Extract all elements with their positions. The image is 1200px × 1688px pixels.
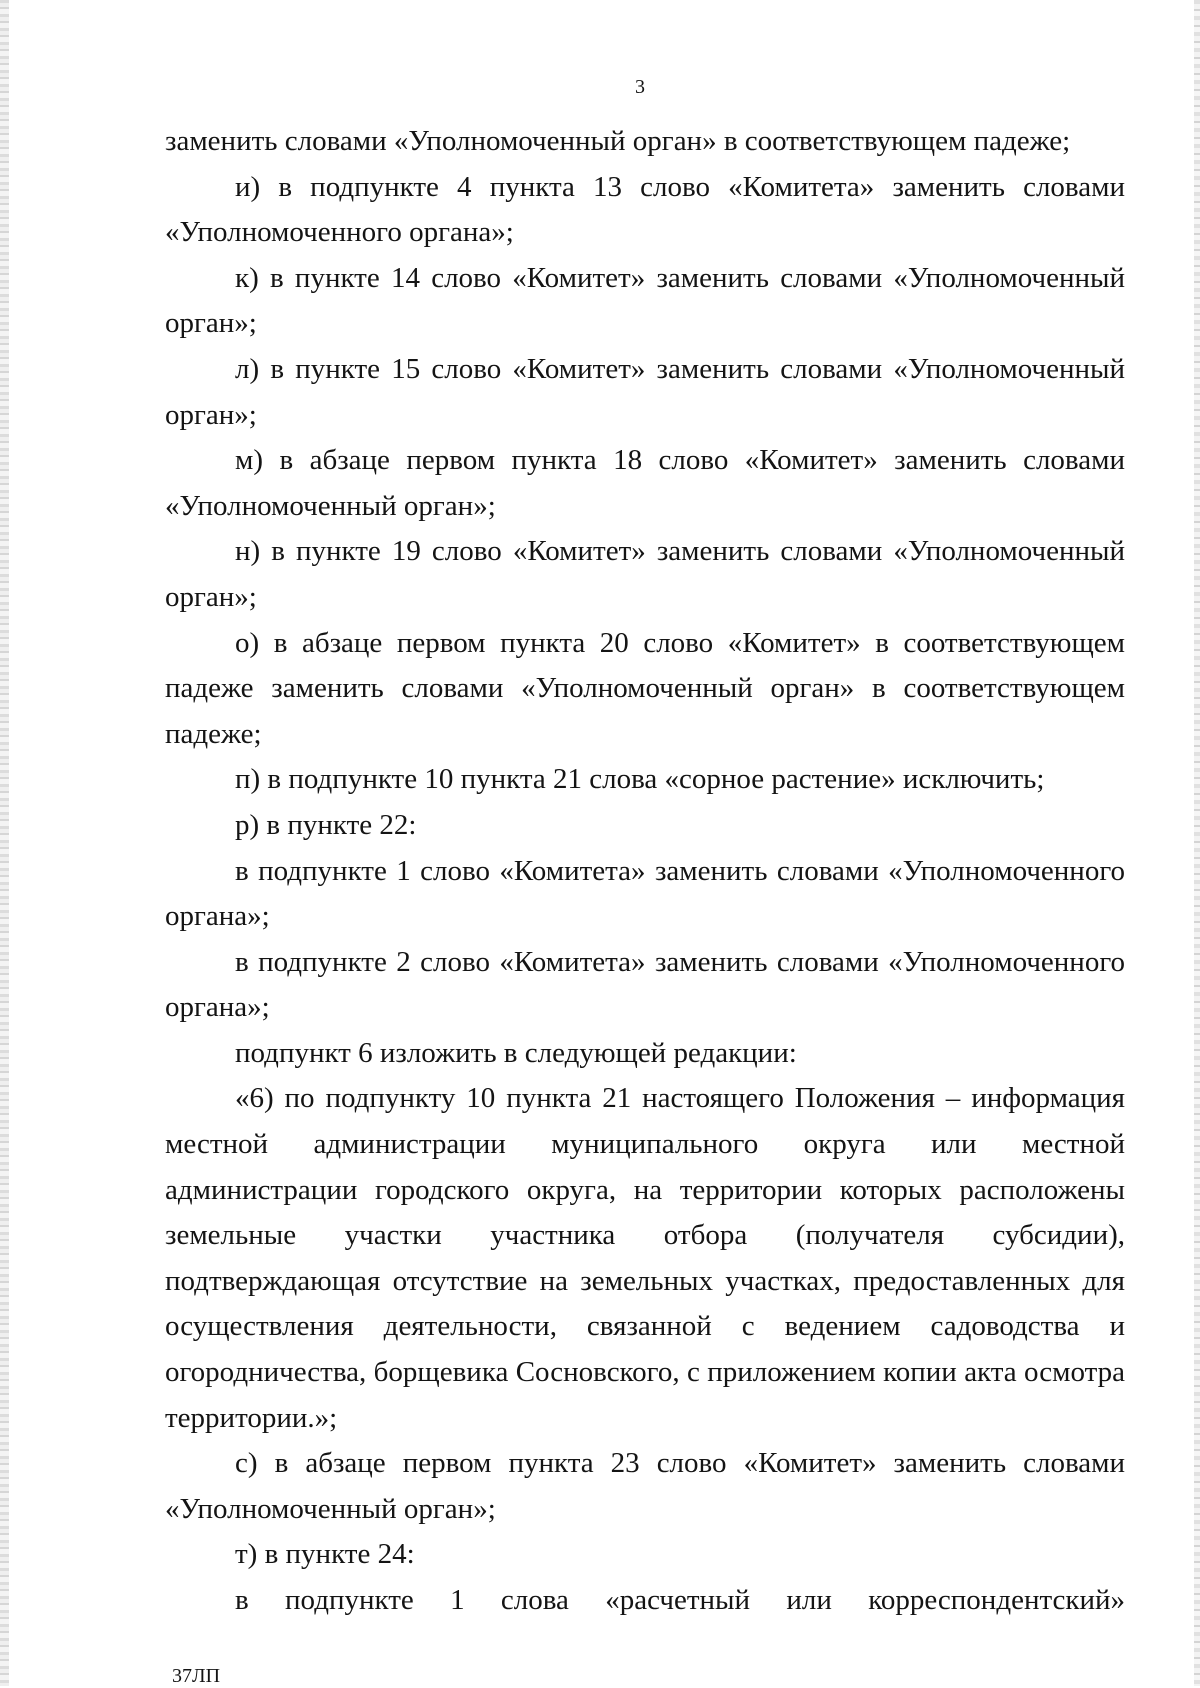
page-number: 3 xyxy=(635,76,645,98)
paragraph-item-p: п) в подпункте 10 пункта 21 слова «сорное растение» исключить; xyxy=(235,763,1045,796)
paragraph-subitem-6-intro: подпункт 6 изложить в следующей редакции: xyxy=(235,1036,797,1069)
paragraph-item-o: о) в абзаце первом пункта 20 слово «Комитет» в соответствующем падеже заменить словами «Уполномоченный орган» в соответствующем падеже; xyxy=(165,626,1125,750)
paragraph-subitem-1: в подпункте 1 слово «Комитета» заменить словами «Уполномоченного органа»; xyxy=(165,854,1125,933)
document-code: 37ЛП xyxy=(172,1665,221,1687)
paragraph-item-s: с) в абзаце первом пункта 23 слово «Комитет» заменить словами «Уполномоченный орган»; xyxy=(165,1447,1125,1525)
paragraph-subitem-2: в подпункте 2 слово «Комитета» заменить словами «Уполномоченного органа»; xyxy=(165,945,1125,1024)
paragraph-item-r: р) в пункте 22: xyxy=(235,808,417,841)
paragraph-item-k: к) в пункте 14 слово «Комитет» заменить словами «Уполномоченный орган»; xyxy=(165,261,1125,340)
paragraph-item-l: л) в пункте 15 слово «Комитет» заменить словами «Уполномоченный орган»; xyxy=(165,352,1125,431)
paragraph-subitem-6-text: «6) по подпункту 10 пункта 21 настоящего Положения – информация местной администрации муниципального округа или местной администрации городского округа, на территории которых расположены земельные участки участника отбора (получателя субсидии), подтверждающая отсутствие на земельных участках, предоставленных для осуществления деятельности, связанной с ведением садоводства и огородничества, борщевика Сосновского, с приложением копии акта осмотра территории.»; xyxy=(165,1082,1125,1434)
paragraph-subitem-t1: в подпункте 1 слова «расчетный или корреспондентский» xyxy=(235,1584,1125,1616)
scan-edge-left xyxy=(0,0,9,1686)
paragraph-item-t: т) в пункте 24: xyxy=(235,1538,415,1571)
scan-edge-right xyxy=(1194,0,1200,1686)
paragraph-continuation: заменить словами «Уполномоченный орган» в соответствующем падеже; xyxy=(165,125,1071,157)
document-body xyxy=(165,119,1125,1624)
paragraph-item-n: н) в пункте 19 слово «Комитет» заменить словами «Уполномоченный орган»; xyxy=(165,535,1125,613)
paragraph-item-m: м) в абзаце первом пункта 18 слово «Комитет» заменить словами «Уполномоченный орган»; xyxy=(165,444,1125,522)
paragraph-item-i: и) в подпункте 4 пункта 13 слово «Комитета» заменить словами «Уполномоченного органа»; xyxy=(165,170,1125,249)
